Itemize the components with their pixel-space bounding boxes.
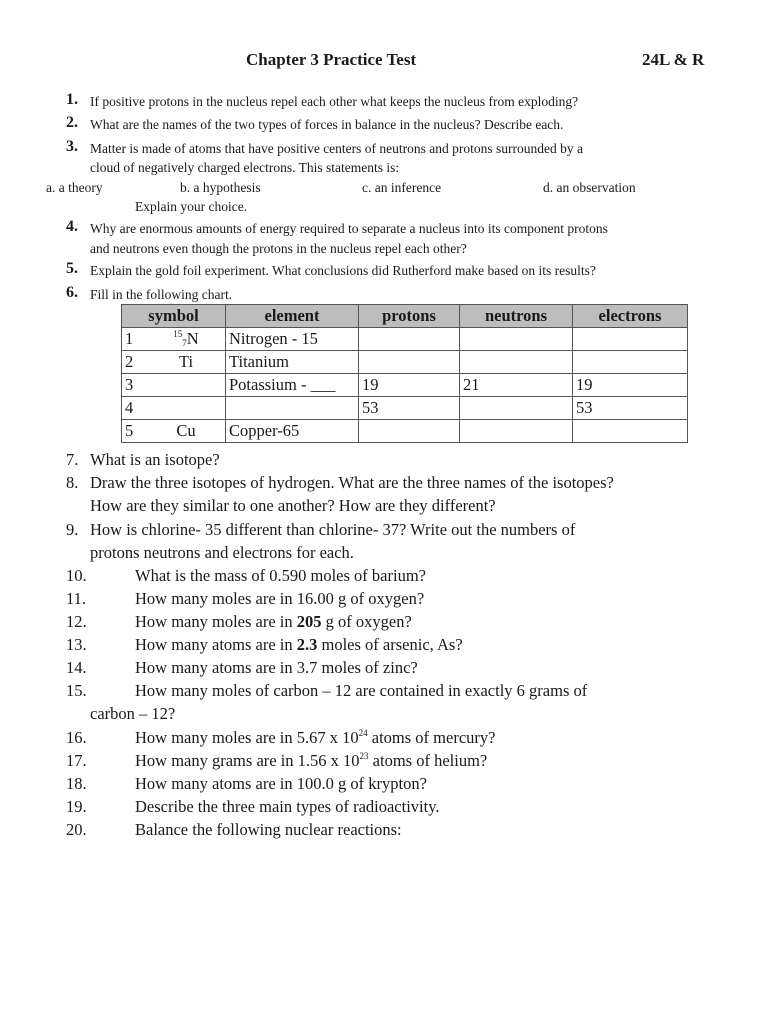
page-title: Chapter 3 Practice Test (246, 50, 417, 69)
row-number: 1 (125, 329, 134, 348)
row-number: 5 (125, 421, 134, 440)
question-text: How many moles are in 16.00 g of oxygen? (135, 589, 425, 608)
question-number: 5. (66, 260, 78, 277)
row-number: 3 (125, 375, 134, 394)
electrons-cell[interactable] (573, 351, 688, 374)
table-row (122, 328, 688, 351)
option-c: c. an inference (362, 180, 442, 195)
question-text-line-1: Matter is made of atoms that have positive centers of neutrons and protons surrounded by a (90, 141, 584, 156)
question-text (135, 728, 495, 748)
class-code: 24L & R (642, 50, 705, 69)
element-cell: Titanium (226, 351, 359, 374)
question-text-line-2: carbon – 12? (90, 704, 176, 723)
question-text-line-2: cloud of negatively charged electrons. This statements is: (90, 160, 400, 175)
question-text: How many atoms are in 3.7 moles of zinc? (135, 658, 418, 677)
mass-number: 15 (173, 329, 183, 339)
question-number: 7. (66, 450, 79, 469)
electrons-cell[interactable] (573, 328, 688, 351)
option-d: d. an observation (543, 180, 636, 195)
question-text-line-2: How are they similar to one another? How are they different? (90, 496, 496, 515)
isotope-chart (121, 304, 688, 443)
question-number: 14. (66, 658, 87, 677)
question-text-post: atoms of helium? (368, 751, 488, 770)
protons-cell[interactable] (359, 328, 460, 351)
question-text: How many atoms are in 100.0 g of krypton? (135, 774, 427, 793)
question-text-line-1: Why are enormous amounts of energy required to separate a nucleus into its component protons (90, 221, 608, 236)
question-number: 1. (66, 91, 78, 108)
symbol-cell[interactable] (122, 374, 226, 397)
row-number: 2 (125, 352, 134, 371)
question-number: 18. (66, 774, 87, 793)
question-number: 2. (66, 114, 78, 131)
question-text-pre: How many moles are in (135, 612, 297, 631)
explain-prompt: Explain your choice. (135, 199, 248, 214)
question-text: Fill in the following chart. (90, 287, 233, 302)
question-text-bold: 205 (296, 612, 322, 631)
symbol-cell (122, 420, 226, 443)
question-text (135, 635, 463, 655)
protons-cell[interactable] (359, 351, 460, 374)
question-number: 17. (66, 751, 87, 770)
protons-cell[interactable] (359, 420, 460, 443)
question-text: If positive protons in the nucleus repel each other what keeps the nucleus from exploding? (90, 94, 579, 109)
chart-header-row (122, 305, 688, 328)
atomic-number: 7 (182, 338, 187, 348)
question-text-pre: How many atoms are in (135, 635, 297, 654)
neutrons-cell[interactable] (460, 420, 573, 443)
neutrons-cell: 21 (460, 374, 573, 397)
protons-cell: 19 (359, 374, 460, 397)
question-text: What are the names of the two types of forces in balance in the nucleus? Describe each. (90, 117, 564, 132)
question-text-pre: How many moles are in 5.67 x 10 (135, 728, 359, 747)
question-text-line-2: protons neutrons and electrons for each. (90, 543, 354, 562)
header-electrons: electrons (573, 305, 688, 328)
element-symbol: Cu (176, 421, 196, 440)
question-number: 16. (66, 728, 87, 747)
neutrons-cell[interactable] (460, 328, 573, 351)
question-number: 10. (66, 566, 87, 585)
table-row (122, 351, 688, 374)
element-cell[interactable] (226, 397, 359, 420)
electrons-cell: 19 (573, 374, 688, 397)
symbol-cell[interactable] (122, 397, 226, 420)
question-text (135, 612, 412, 632)
question-text: Explain the gold foil experiment. What conclusions did Rutherford make based on its results? (90, 263, 596, 278)
symbol-cell (122, 351, 226, 374)
electrons-cell[interactable] (573, 420, 688, 443)
question-number: 15. (66, 681, 87, 700)
option-b: b. a hypothesis (180, 180, 261, 195)
electrons-cell: 53 (573, 397, 688, 420)
row-number: 4 (125, 398, 134, 417)
question-number: 20. (66, 820, 87, 839)
table-row (122, 420, 688, 443)
neutrons-cell[interactable] (460, 397, 573, 420)
question-number: 11. (66, 589, 87, 608)
question-text: Balance the following nuclear reactions: (135, 820, 402, 839)
question-text-line-1: How is chlorine- 35 different than chlorine- 37? Write out the numbers of (90, 520, 576, 539)
question-text-post: atoms of mercury? (367, 728, 496, 747)
question-text: What is the mass of 0.590 moles of barium? (135, 566, 426, 585)
header-protons: protons (359, 305, 460, 328)
element-cell: Potassium - ___ (226, 374, 359, 397)
question-text-line-2: and neutrons even though the protons in the nucleus repel each other? (90, 241, 467, 256)
exponent: 24 (358, 728, 368, 738)
element-symbol: N (186, 329, 199, 348)
question-text: Describe the three main types of radioactivity. (135, 797, 440, 816)
question-number: 4. (66, 218, 78, 235)
question-text: What is an isotope? (90, 450, 220, 469)
question-number: 3. (66, 138, 78, 155)
exponent: 23 (359, 751, 369, 761)
question-text (135, 751, 487, 771)
nuclide-symbol (151, 329, 221, 349)
question-number: 19. (66, 797, 87, 816)
question-text-bold: 2.3 (296, 635, 318, 654)
header-neutrons: neutrons (460, 305, 573, 328)
question-number: 6. (66, 284, 78, 301)
header-symbol: symbol (122, 305, 226, 328)
element-cell: Copper-65 (226, 420, 359, 443)
protons-cell: 53 (359, 397, 460, 420)
question-number: 12. (66, 612, 87, 631)
question-text-pre: How many grams are in 1.56 x 10 (135, 751, 360, 770)
header-element: element (226, 305, 359, 328)
table-row (122, 374, 688, 397)
question-text-line-1: How many moles of carbon – 12 are contained in exactly 6 grams of (135, 681, 588, 700)
symbol-cell (122, 328, 226, 351)
question-number: 9. (66, 520, 79, 539)
option-a: a. a theory (46, 180, 103, 195)
element-symbol: Ti (178, 352, 194, 371)
element-cell: Nitrogen - 15 (226, 328, 359, 351)
question-text-post: g of oxygen? (321, 612, 412, 631)
neutrons-cell[interactable] (460, 351, 573, 374)
question-text-post: moles of arsenic, As? (317, 635, 463, 654)
question-number: 13. (66, 635, 87, 654)
table-row (122, 397, 688, 420)
question-text-line-1: Draw the three isotopes of hydrogen. What are the three names of the isotopes? (90, 473, 614, 492)
question-number: 8. (66, 473, 79, 492)
